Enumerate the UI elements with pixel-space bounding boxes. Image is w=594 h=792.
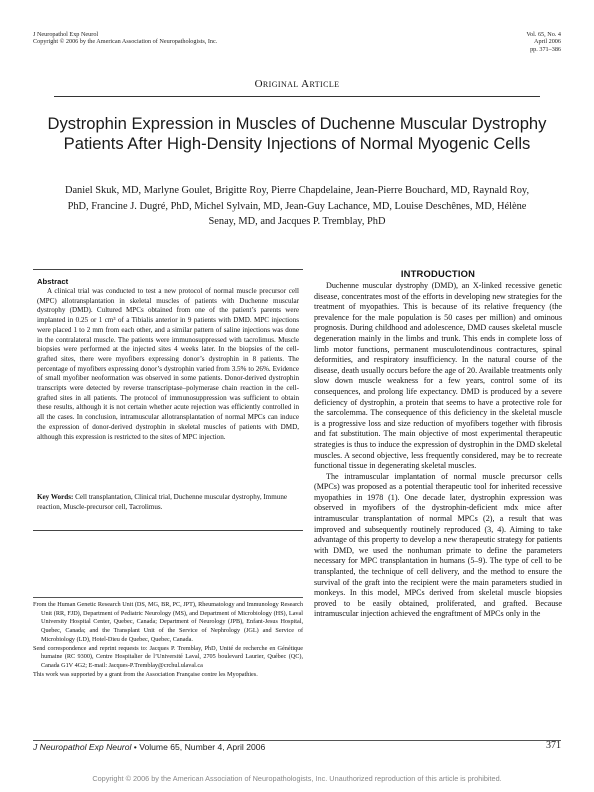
introduction-heading: INTRODUCTION — [400, 268, 476, 279]
footnote-divider — [33, 597, 303, 598]
introduction-paragraph: Duchenne muscular dystrophy (DMD), an X-linked recessive genetic disease, concentrates most of the efforts in developing new strategies for the treatment of myopathies. This is because of its relative frequency (the prevalence for the male population is 50 cases per million) and ominous prognosis. During childhood and adolescence, DMD causes skeletal muscle degeneration mainly in the limbs and trunk. This ends in complete loss of limb motor functions, permanent musculotendinous contractures, spinal deformities, and respiratory insufficiency. In the natural course of the disease, death usually occurs before the age of 20. Available treatments only slow down muscle weakness for a few years, control some of its consequences, and prolong life expectancy. DMD is produced by a severe deficiency of dystrophin, a protein that seems to have a protective role for the sarcolemma. The consequence of this deficiency in the skeletal muscle is a progressive loss and size reduction of myofibers together with fibrosis and fat substitution. The main objective of most experimental therapeutic strategies is thus to induce the expression of dystrophin in the DMD skeletal muscles. A second objective, less frequently considered, may be to recreate functional tissue in degenerating skeletal muscles. — [314, 281, 562, 471]
abstract-text: A clinical trial was conducted to test a new protocol of normal muscle precursor cell (MPC) allotransplantation in skeletal muscles of patients with Duchenne muscular dystrophy (DMD). Cultured MPCs obtained from one of the patient’s parents were implanted in 0.25 or 1 cm³ of a Tibialis anterior in 9 patients with DMD. MPC injections were placed 1 to 2 mm from each other, and a similar pattern of saline injections was done in the contralateral muscle. The patients were immunosuppressed with tacrolimus. Muscle biopsies were performed at the injected sites 4 weeks later. In the biopsies of the cell-grafted sites, there were myofibers expressing donor’s dystrophin in 8 patients. The percentage of myofibers expressing donor’s dystrophin varied from 3.5% to 26%. Evidence of small myofiber neoformation was observed in some patients. Donor-derived dystrophin transcripts were detected by reverse transcriptase–polymerase chain reaction in the cell-grafted sites in all patients. The protocol of immunosuppression was sufficient to obtain these results, although it is not certain whether acute rejection was efficiently controlled in all the cases. In conclusion, intramuscular allotransplantation of normal MPCs can induce the expression of donor-derived dystrophin in skeletal muscles of patients with DMD, although this expression is restricted to the sites of MPC injection. — [37, 287, 299, 441]
footer-volume: • Volume 65, Number 4, April 2006 — [133, 742, 266, 752]
running-header-right — [526, 31, 561, 53]
article-title: Dystrophin Expression in Muscles of Duchenne Muscular Dystrophy Patients After High-Density Injections of Normal Myogenic Cells — [47, 114, 547, 153]
header-copyright: Copyright © 2006 by the American Association of Neuropathologists, Inc. — [33, 38, 218, 46]
volume-issue: Vol. 65, No. 4 — [526, 31, 561, 38]
section-divider — [54, 96, 540, 97]
footnotes — [33, 601, 303, 679]
footer-divider — [33, 740, 561, 741]
funding-footnote: This work was supported by a grant from the Association Française contre les Myopathies. — [33, 670, 258, 678]
journal-short-name: J Neuropathol Exp Neurol — [33, 31, 99, 38]
author-list: Daniel Skuk, MD, Marlyne Goulet, Brigitte Roy, Pierre Chapdelaine, Jean-Pierre Bouchard, MD, Raynald Roy, PhD, Francine J. Dugré, PhD, Michel Sylvain, MD, Jean-Guy Lachance, MD, Louise Deschênes, MD, Hélène Senay, MD, and Jacques P. Tremblay, PhD — [64, 185, 530, 228]
introduction-paragraph: The intramuscular implantation of normal muscle precursor cells (MPCs) was proposed as a potential therapeutic tool for inherited recessive myopathies in 1978 (1). One decade later, dystrophin expression was observed in myofibers of the dystrophin-deficient mdx mice after intramuscular transplantation of normal MPCs (2), a result that was improved and subsequently routinely reproduced (3, 4). Aiming to take advantage of this property to develop a new therapeutic strategy for patients with DMD, we used the nonhuman primate to define the parameters necessary for MPC transplantation in humans (5–9). The type of cell to be transplanted, the technique of cell delivery, and the method to ensure the survival of the graft into the recipient were the main parameters studied in monkeys. In this model, MPCs derived from skeletal muscle biopsies proved to be easily obtained, proliferated, and grafted. Because intramuscular injection achieved the engraftment of MPCs only in the — [314, 471, 562, 619]
issue-date: April 2006 — [534, 38, 561, 46]
keywords-list: Cell transplantation, Clinical trial, Duchenne muscular dystrophy, Immune reaction, Muscle-precursor cell, Tacrolimus. — [37, 493, 288, 511]
abstract-heading: Abstract — [37, 277, 69, 286]
page-number: 371 — [546, 740, 561, 751]
copyright-notice: Copyright © 2006 by the American Association of Neuropathologists, Inc. Unauthorized reproduction of this article is prohibited. — [92, 774, 502, 783]
footer-journal: J Neuropathol Exp Neurol — [33, 742, 132, 752]
section-label: Original Article — [254, 78, 340, 90]
introduction-column — [314, 281, 562, 620]
running-header-left — [33, 31, 217, 46]
keywords — [37, 493, 299, 512]
affiliations-footnote: From the Human Genetic Research Unit (DS, MG, BR, PC, JPT), Rheumatology and Immunology Research Unit (RR, FJD), Department of Pediatric Neurology (MS), and Department of Microbiology (HS), Laval University Hospital Center, Quebec, Canada; Department of Neurology (JPB), Enfant-Jesus Hospital, Quebec, Canada; and the Transplant Unit of the Service of Nephrology (JGL) and Service of Microbiology (LD), Hotel-Dieu de Quebec, Quebec, Canada. — [33, 601, 303, 643]
keywords-label: Key Words: — [37, 493, 74, 501]
correspondence-footnote: Send correspondence and reprint requests to: Jacques P. Tremblay, PhD, Unité de recherche en Génétique humaine (RC 9300), Centre Hospitalier de l’Université Laval, 2705 boulevard Laurier, Québec (QC), Canada G1V 4G2; E-mail: Jacques-P.Tremblay@crchul.ulaval.ca — [33, 644, 303, 669]
page-range: pp. 371–386 — [530, 45, 561, 53]
footer-citation — [33, 742, 265, 752]
